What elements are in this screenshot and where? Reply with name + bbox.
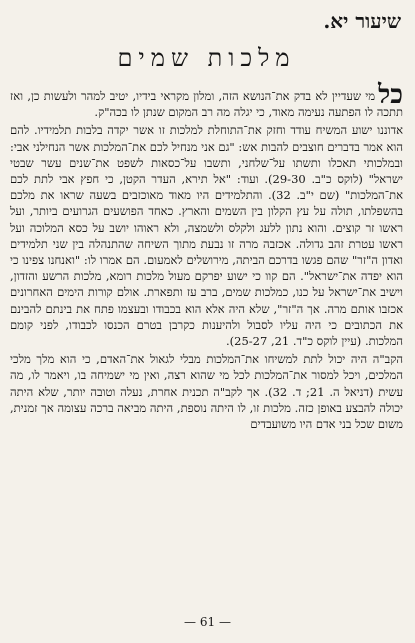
lesson-heading: שיעור יא. [323, 9, 401, 33]
page-title: מלכות שמים [117, 44, 296, 72]
paragraph-2: אדוננו ישוע המשיח עודד וחזק את־התוחלת למלכות זו אשר יקדה בלבות תלמידיו. להם הוא אמר בדברים חוצבים להבות אש: "גם אני מנחיל לכם את־המלכות אשר הנחילני אבי: ובמלכותי תאכלו ותשתו על־שלחני, ותשבו על־כסאות לשפט את־שנים עשר שבטי ישראל" (לוקס כ"ב. 29-30). ועוד: "אל תירא, העדר הקטן, כי חפץ אבי לתת לכם את־המלכות" (שם י"ב. 32). והתלמידים היו מאוד מאוכזבים בשעה שראו את מלכם בהשפלתו, תולה על עץ הקלון בין השמים והארץ. כאחד הפושעים הגרועים ביותר, ועל ראשו זר קוצים. והוא נתון ללעג ולקלס ולשמצה, ולא ראוהו יושב על כסא המלוכה ועל ראשו עטרת זהב גדולה. אכזבה מרה זו נבעת מתוך השיחה שהתנהלה בין שני תלמידים ואדון ה"זר" שהם פגשו בדרכם הביתה, מירושלים לאמעום. הם אמרו לו: "ואנחנו צפינו כי הוא יפדה את־ישראל". הם קוו כי ישוע יפרקם מעול מלכות רומא, מלכות הרשע והזדון, וישיב את־ישראל על כנו, כמלכות שמים, ברב עז ותפארת. אולם קורות הימים האחרונים אכזבו אותם מרה. אך ה"זר", שלא היה אלא הוא בכבודו ובעצמו פתח את בינתם להבינם את הכתובים כי היה עליו לסבול ולהיענות כקרבן בטרם הכנסו לכבודו, לפני קומם המלכות. (עיין לוקס כ"ד. 21, 25-27). [10, 123, 403, 349]
paragraph-1 [10, 80, 403, 120]
paragraph-1-text: מי שעדיין לא בדק את־הנושא הזה, ומלון מקראי בידיו, יטיב למהר ולעשות כן, ואז תתכה לו הפתעה נעימה מאוד, כי יגלה מה רב המקום שנתן לו בכה"ק. [10, 89, 403, 120]
page-number: — 61 — [184, 615, 231, 629]
paragraph-3: הקב"ה היה יכול לתת למשיחו את־המלכות מבלי לגאול את־האדם, כי הוא מלך מלכי המלכים, ויכל למסור את־המלכות לכל מי שהוא רצה, ואין מי ישמיחה בו, ויאמר לו, מה עשית (דניאל ה. 21; ד. 32). אך לקב"ה תכנית אחרת, נעלה וטובה יותר, שלא היתה יכולה להבצע באופן כזה. מלכות זו, לו היתה נוספת, היתה מביאה ברכה עצומה אך זמנית, משום שכל בני אדם היו משועבדים [10, 352, 403, 432]
dropcap: כל [378, 80, 403, 110]
